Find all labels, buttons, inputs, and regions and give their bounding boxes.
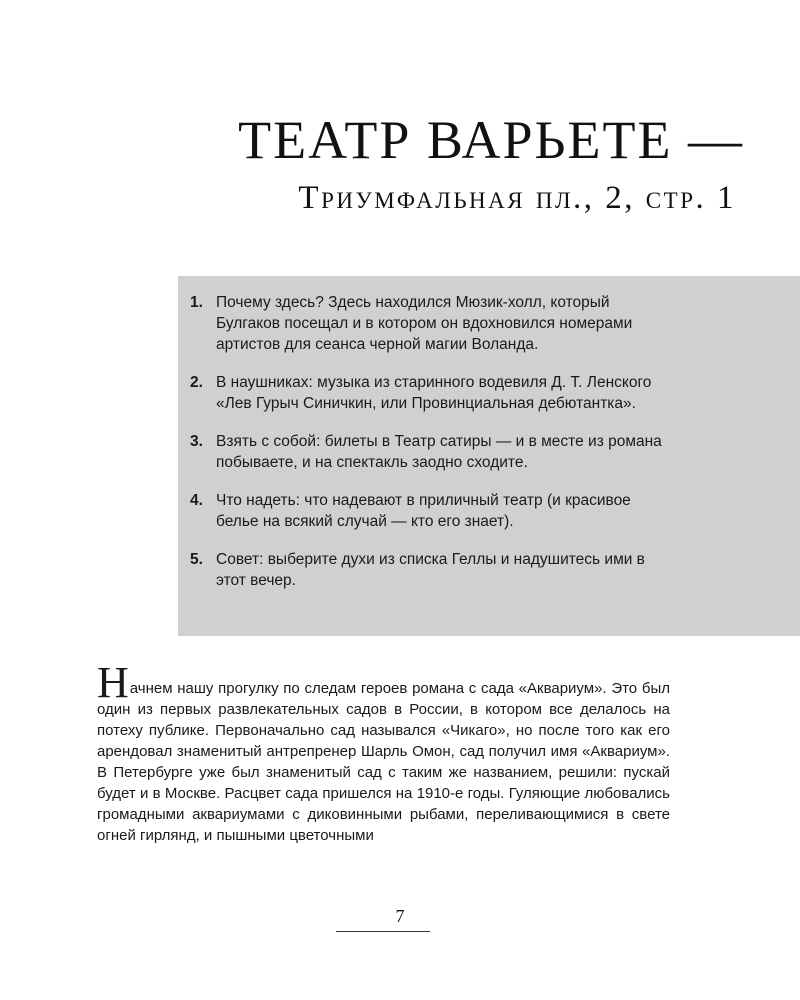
- tip-item: [190, 372, 800, 414]
- page-number: 7: [395, 906, 405, 926]
- tip-item: [190, 292, 800, 355]
- tip-item: [190, 490, 800, 532]
- body-paragraph: [97, 658, 670, 846]
- tip-text: Взять с собой: билеты в Театр сатиры — и в месте из романа побываете, и на спектакль заодно сходите.: [216, 433, 662, 471]
- drop-cap: Н: [97, 658, 129, 707]
- tip-item: [190, 431, 800, 473]
- tip-number: 2.: [190, 374, 203, 391]
- tip-number: 5.: [190, 551, 203, 568]
- tip-number: 1.: [190, 294, 203, 311]
- tip-number: 3.: [190, 433, 203, 450]
- page-number-rule: [336, 931, 430, 932]
- body-text: ачнем нашу прогулку по следам героев романа с сада «Аквариум». Это был один из первых развлекательных садов в России, в котором все делалось на потеху публике. Первоначально сад назывался «Чикаго», но после того как его арендовал знаменитый антрепренер Шарль Омон, сад получил имя «Аквариум». В Петербурге уже был знаменитый сад с таким же названием, решили: пускай будет и в Москве. Расцвет сада пришелся на 1910-е годы. Гуляющие любовались громадными аквариумами с диковинными рыбами, переливающимися в свете огней гирлянд, и пышными цветочными: [97, 680, 670, 844]
- tips-list: [190, 292, 800, 591]
- tip-number: 4.: [190, 492, 203, 509]
- tip-text: Совет: выберите духи из списка Геллы и надушитесь ими в этот вечер.: [216, 551, 645, 589]
- tip-text: Что надеть: что надевают в приличный театр (и красивое белье на всякий случай — кто его знает).: [216, 492, 631, 530]
- chapter-address: Триумфальная пл., 2, стр. 1: [298, 180, 736, 216]
- tips-box: [178, 276, 800, 636]
- chapter-heading: [0, 108, 800, 220]
- chapter-title: ТЕАТР ВАРЬЕТЕ —: [238, 110, 744, 170]
- tip-text: В наушниках: музыка из старинного водевиля Д. Т. Ленского «Лев Гурыч Синичкин, или Провинциальная дебютантка».: [216, 374, 652, 412]
- tip-text: Почему здесь? Здесь находился Мюзик-холл, который Булгаков посещал и в котором он вдохновился номерами артистов для сеанса черной магии Воланда.: [216, 294, 633, 353]
- tip-item: [190, 549, 800, 591]
